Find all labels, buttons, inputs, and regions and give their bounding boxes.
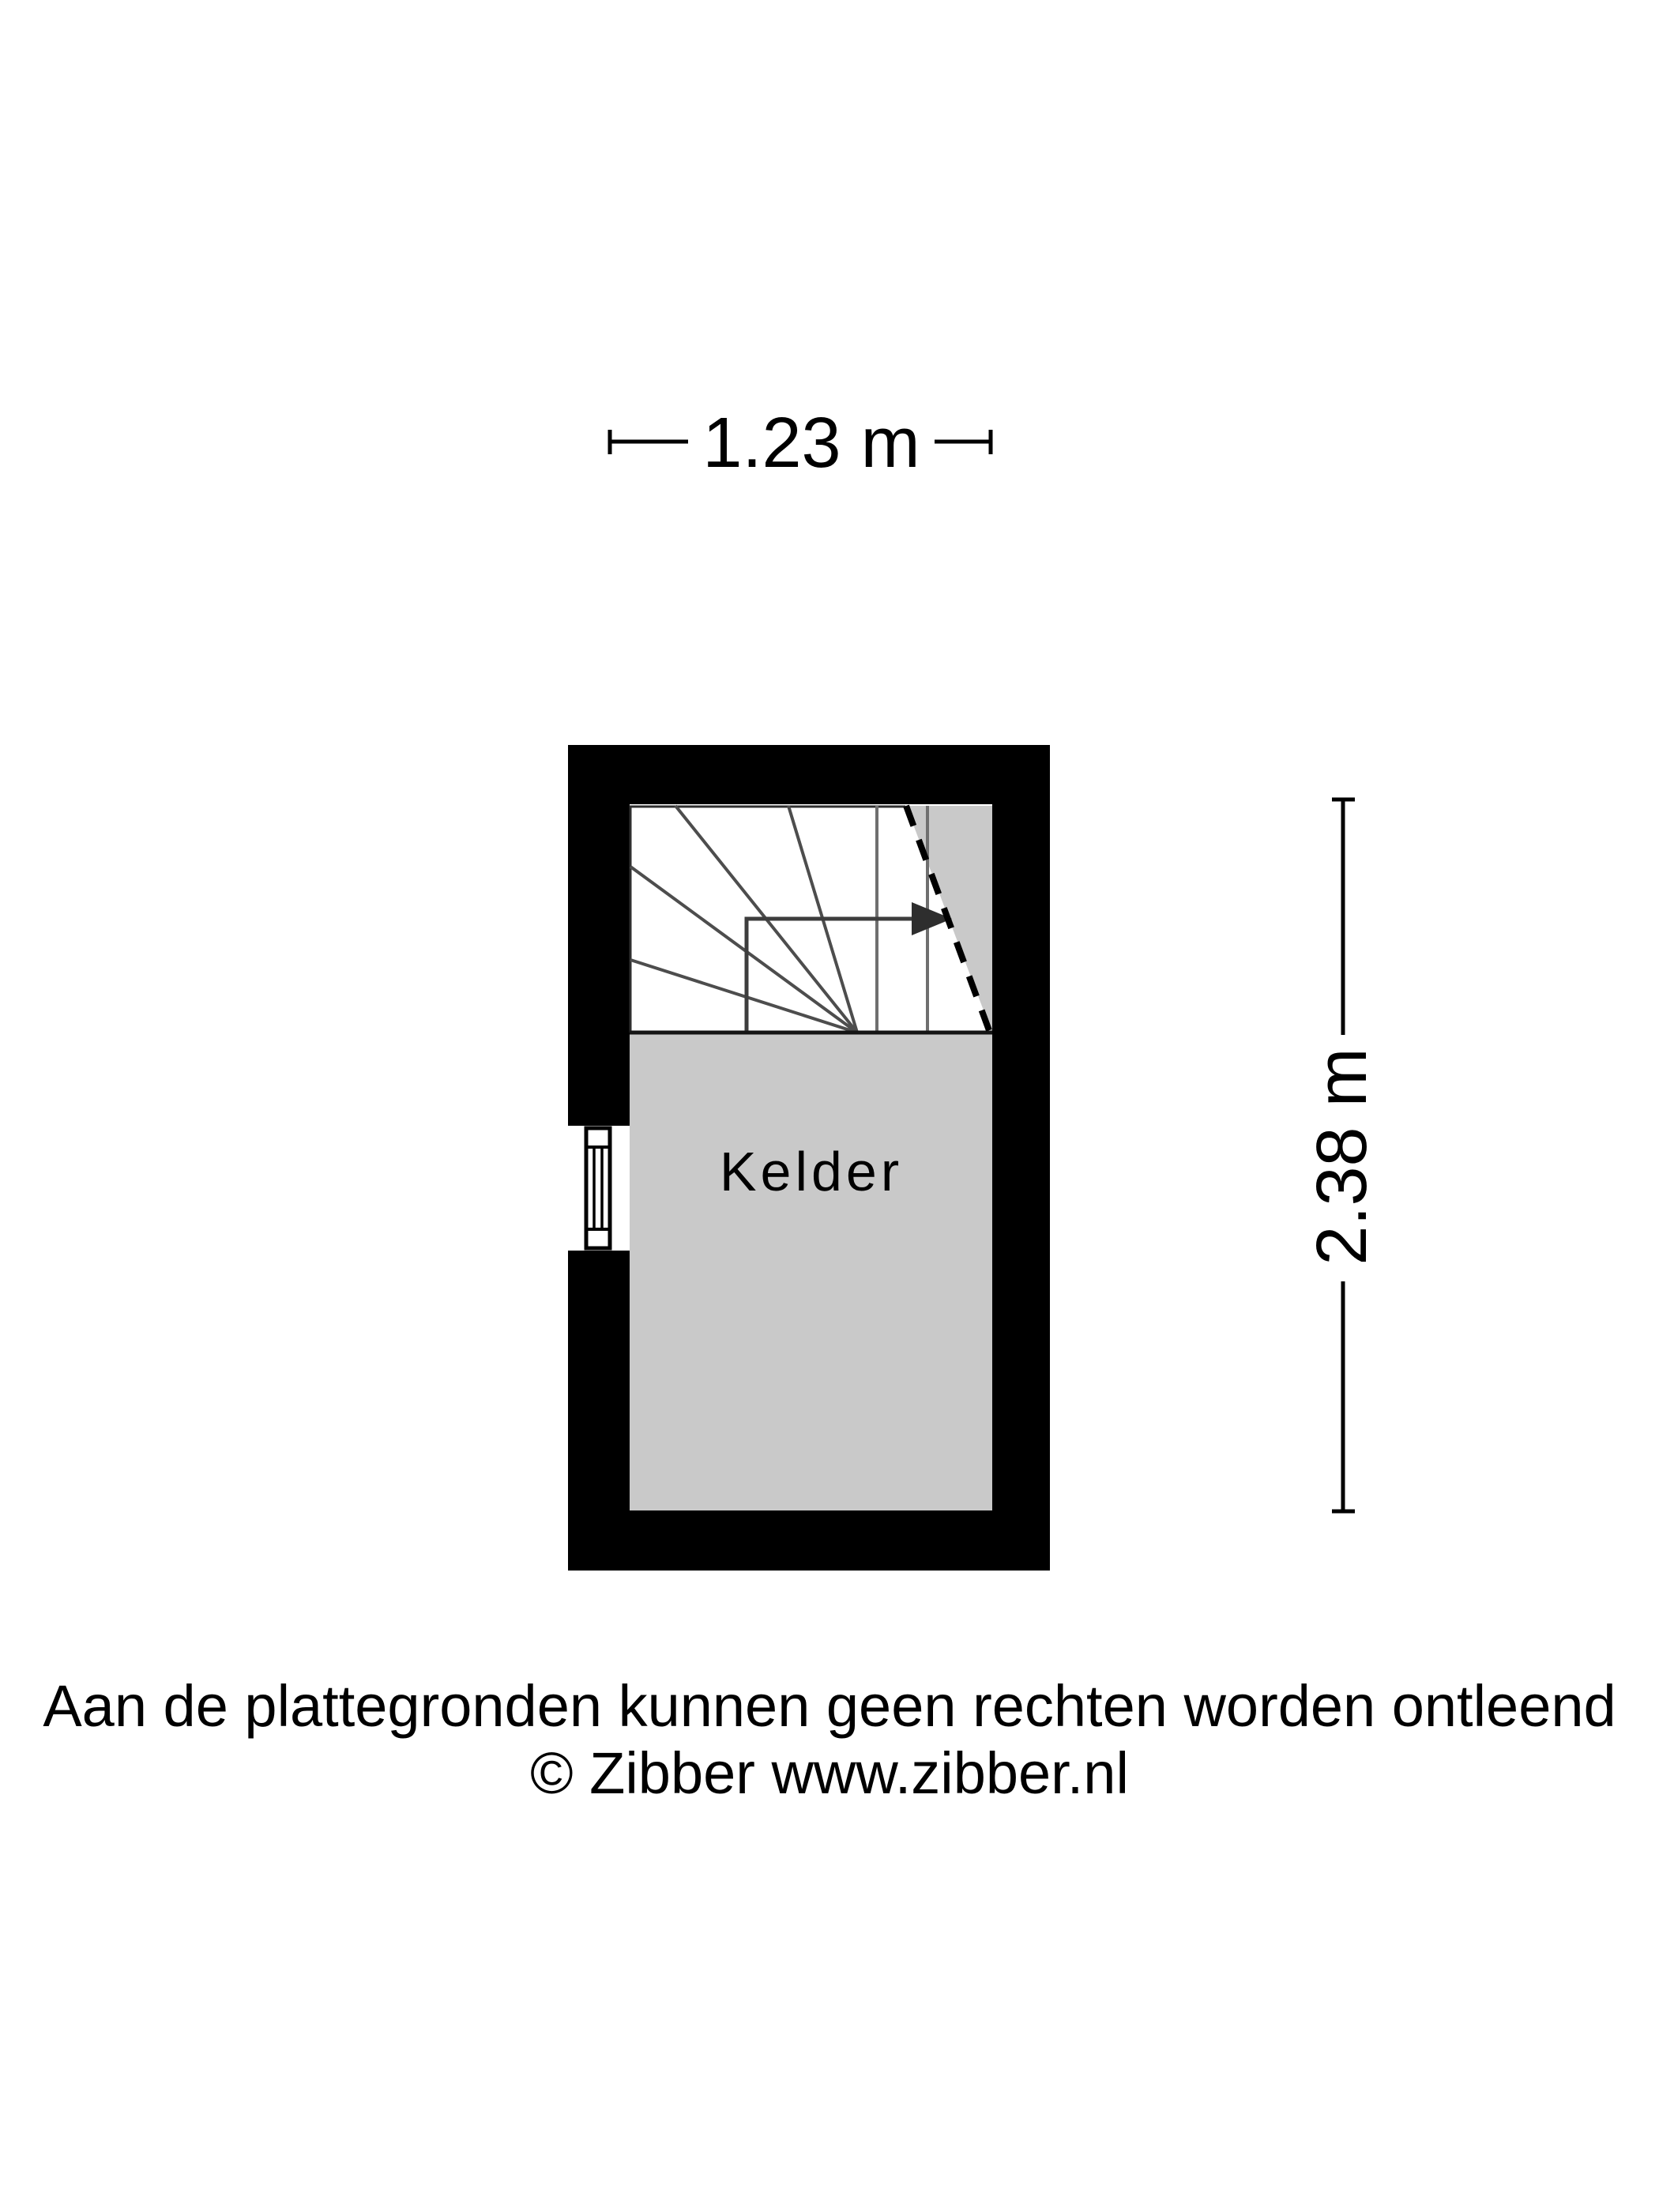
window-symbol (586, 1128, 610, 1248)
top-dimension-label: 1.23 m (702, 404, 920, 483)
plan (566, 745, 1050, 1571)
room-label: Kelder (719, 1141, 904, 1202)
top-dimension (610, 404, 991, 483)
footer (43, 1673, 1616, 1806)
right-dimension (1303, 799, 1382, 1511)
footer-disclaimer: Aan de plattegronden kunnen geen rechten worden ontleend (43, 1673, 1616, 1739)
footer-copyright: © Zibber www.zibber.nl (530, 1740, 1129, 1806)
kelder-floor (630, 1033, 992, 1510)
right-dimension-label: 2.38 m (1303, 1048, 1382, 1266)
